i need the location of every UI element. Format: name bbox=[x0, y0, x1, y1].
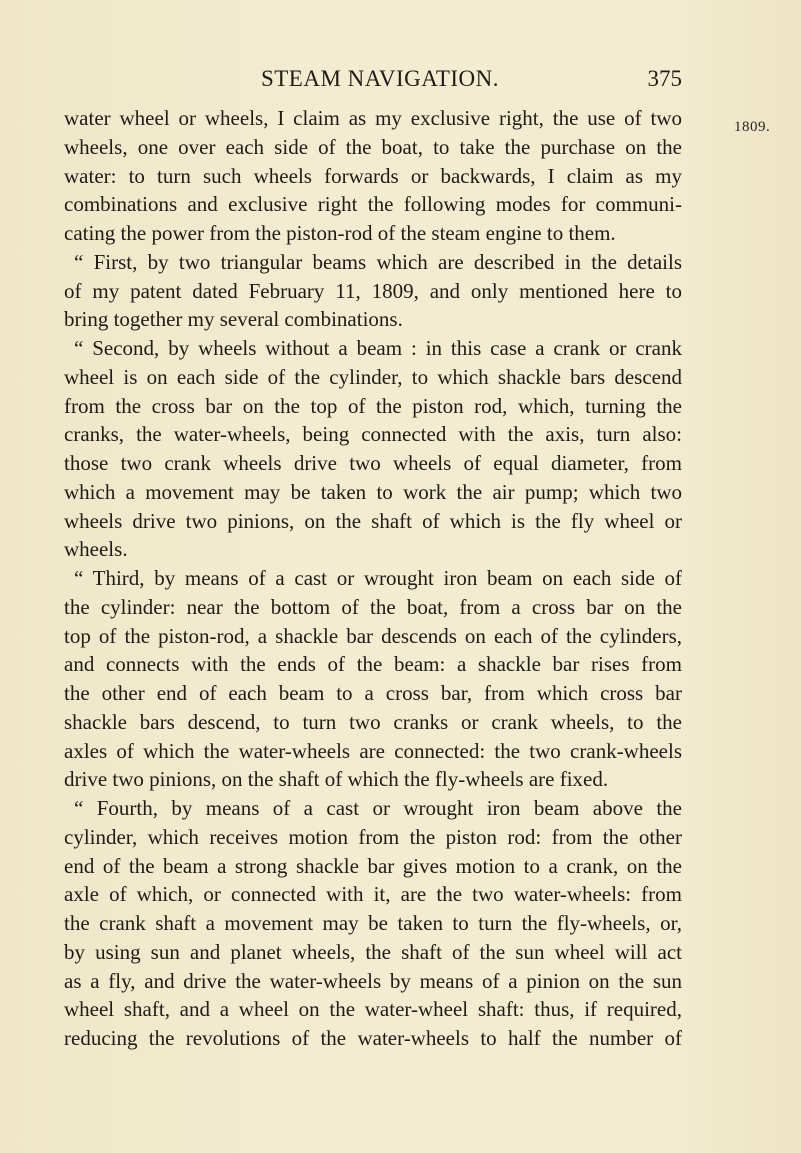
text-line: cylinder, which receives motion from the piston rod: from the other bbox=[64, 824, 682, 849]
text-line: axle of which, or connected with it, are the two water-wheels: from bbox=[64, 882, 682, 907]
text-line: top of the piston-rod, a shackle bar descends on each of the cylinders, bbox=[64, 623, 682, 648]
text-line: wheel is on each side of the cylinder, to which shackle bars descend bbox=[64, 364, 682, 389]
text-line: wheels, one over each side of the boat, to take the purchase on the bbox=[64, 134, 682, 159]
running-title: STEAM NAVIGATION. bbox=[260, 66, 500, 91]
text-line: the crank shaft a movement may be taken to turn the fly-wheels, or, bbox=[64, 911, 682, 935]
body-text bbox=[64, 104, 682, 1053]
text-line: axles of which the water-wheels are connected: the two crank-wheels bbox=[64, 738, 682, 763]
running-head bbox=[0, 66, 801, 96]
text-line: the other end of each beam to a cross bar, from which cross bar bbox=[64, 681, 682, 705]
text-line: wheels. bbox=[64, 537, 128, 562]
text-line: cating the power from the piston-rod of the steam engine to them. bbox=[64, 221, 616, 245]
text-line: wheels drive two pinions, on the shaft of which is the fly wheel or bbox=[64, 508, 682, 533]
text-line: as a fly, and drive the water-wheels by means of a pinion on the sun bbox=[64, 968, 682, 993]
text-line: “ First, by two triangular beams which are described in the details bbox=[74, 249, 682, 274]
text-line: those two crank wheels drive two wheels of equal diameter, from bbox=[64, 451, 682, 475]
text-line: which a movement may be taken to work the air pump; which two bbox=[64, 479, 682, 504]
page-number: 375 bbox=[647, 66, 682, 91]
text-line: “ Second, by wheels without a beam : in this case a crank or crank bbox=[74, 336, 682, 360]
text-line: “ Fourth, by means of a cast or wrought iron beam above the bbox=[74, 796, 682, 820]
text-line: bring together my several combinations. bbox=[64, 307, 403, 332]
margin-year-note: 1809. bbox=[734, 119, 771, 135]
text-line: end of the beam a strong shackle bar gives motion to a crank, on the bbox=[64, 853, 682, 878]
text-line: the cylinder: near the bottom of the boat, from a cross bar on the bbox=[64, 594, 682, 619]
text-line: cranks, the water-wheels, being connected with the axis, turn also: bbox=[64, 422, 682, 447]
text-line: shackle bars descend, to turn two cranks or crank wheels, to the bbox=[64, 709, 682, 734]
text-line: combinations and exclusive right the following modes for communi- bbox=[64, 192, 682, 217]
text-line: drive two pinions, on the shaft of which the fly-wheels are fixed. bbox=[64, 767, 609, 792]
text-line: “ Third, by means of a cast or wrought iron beam on each side of bbox=[74, 566, 682, 590]
text-line: water wheel or wheels, I claim as my exclusive right, the use of two bbox=[64, 106, 682, 130]
text-line: by using sun and planet wheels, the shaft of the sun wheel will act bbox=[64, 939, 682, 964]
text-line: reducing the revolutions of the water-wheels to half the number of bbox=[64, 1026, 682, 1050]
text-line: water: to turn such wheels forwards or backwards, I claim as my bbox=[64, 163, 682, 188]
text-line: and connects with the ends of the beam: a shackle bar rises from bbox=[64, 652, 682, 677]
text-line: of my patent dated February 11, 1809, and only mentioned here to bbox=[64, 278, 682, 303]
text-line: from the cross bar on the top of the piston rod, which, turning the bbox=[64, 393, 682, 418]
text-line: wheel shaft, and a wheel on the water-wheel shaft: thus, if required, bbox=[64, 997, 682, 1022]
